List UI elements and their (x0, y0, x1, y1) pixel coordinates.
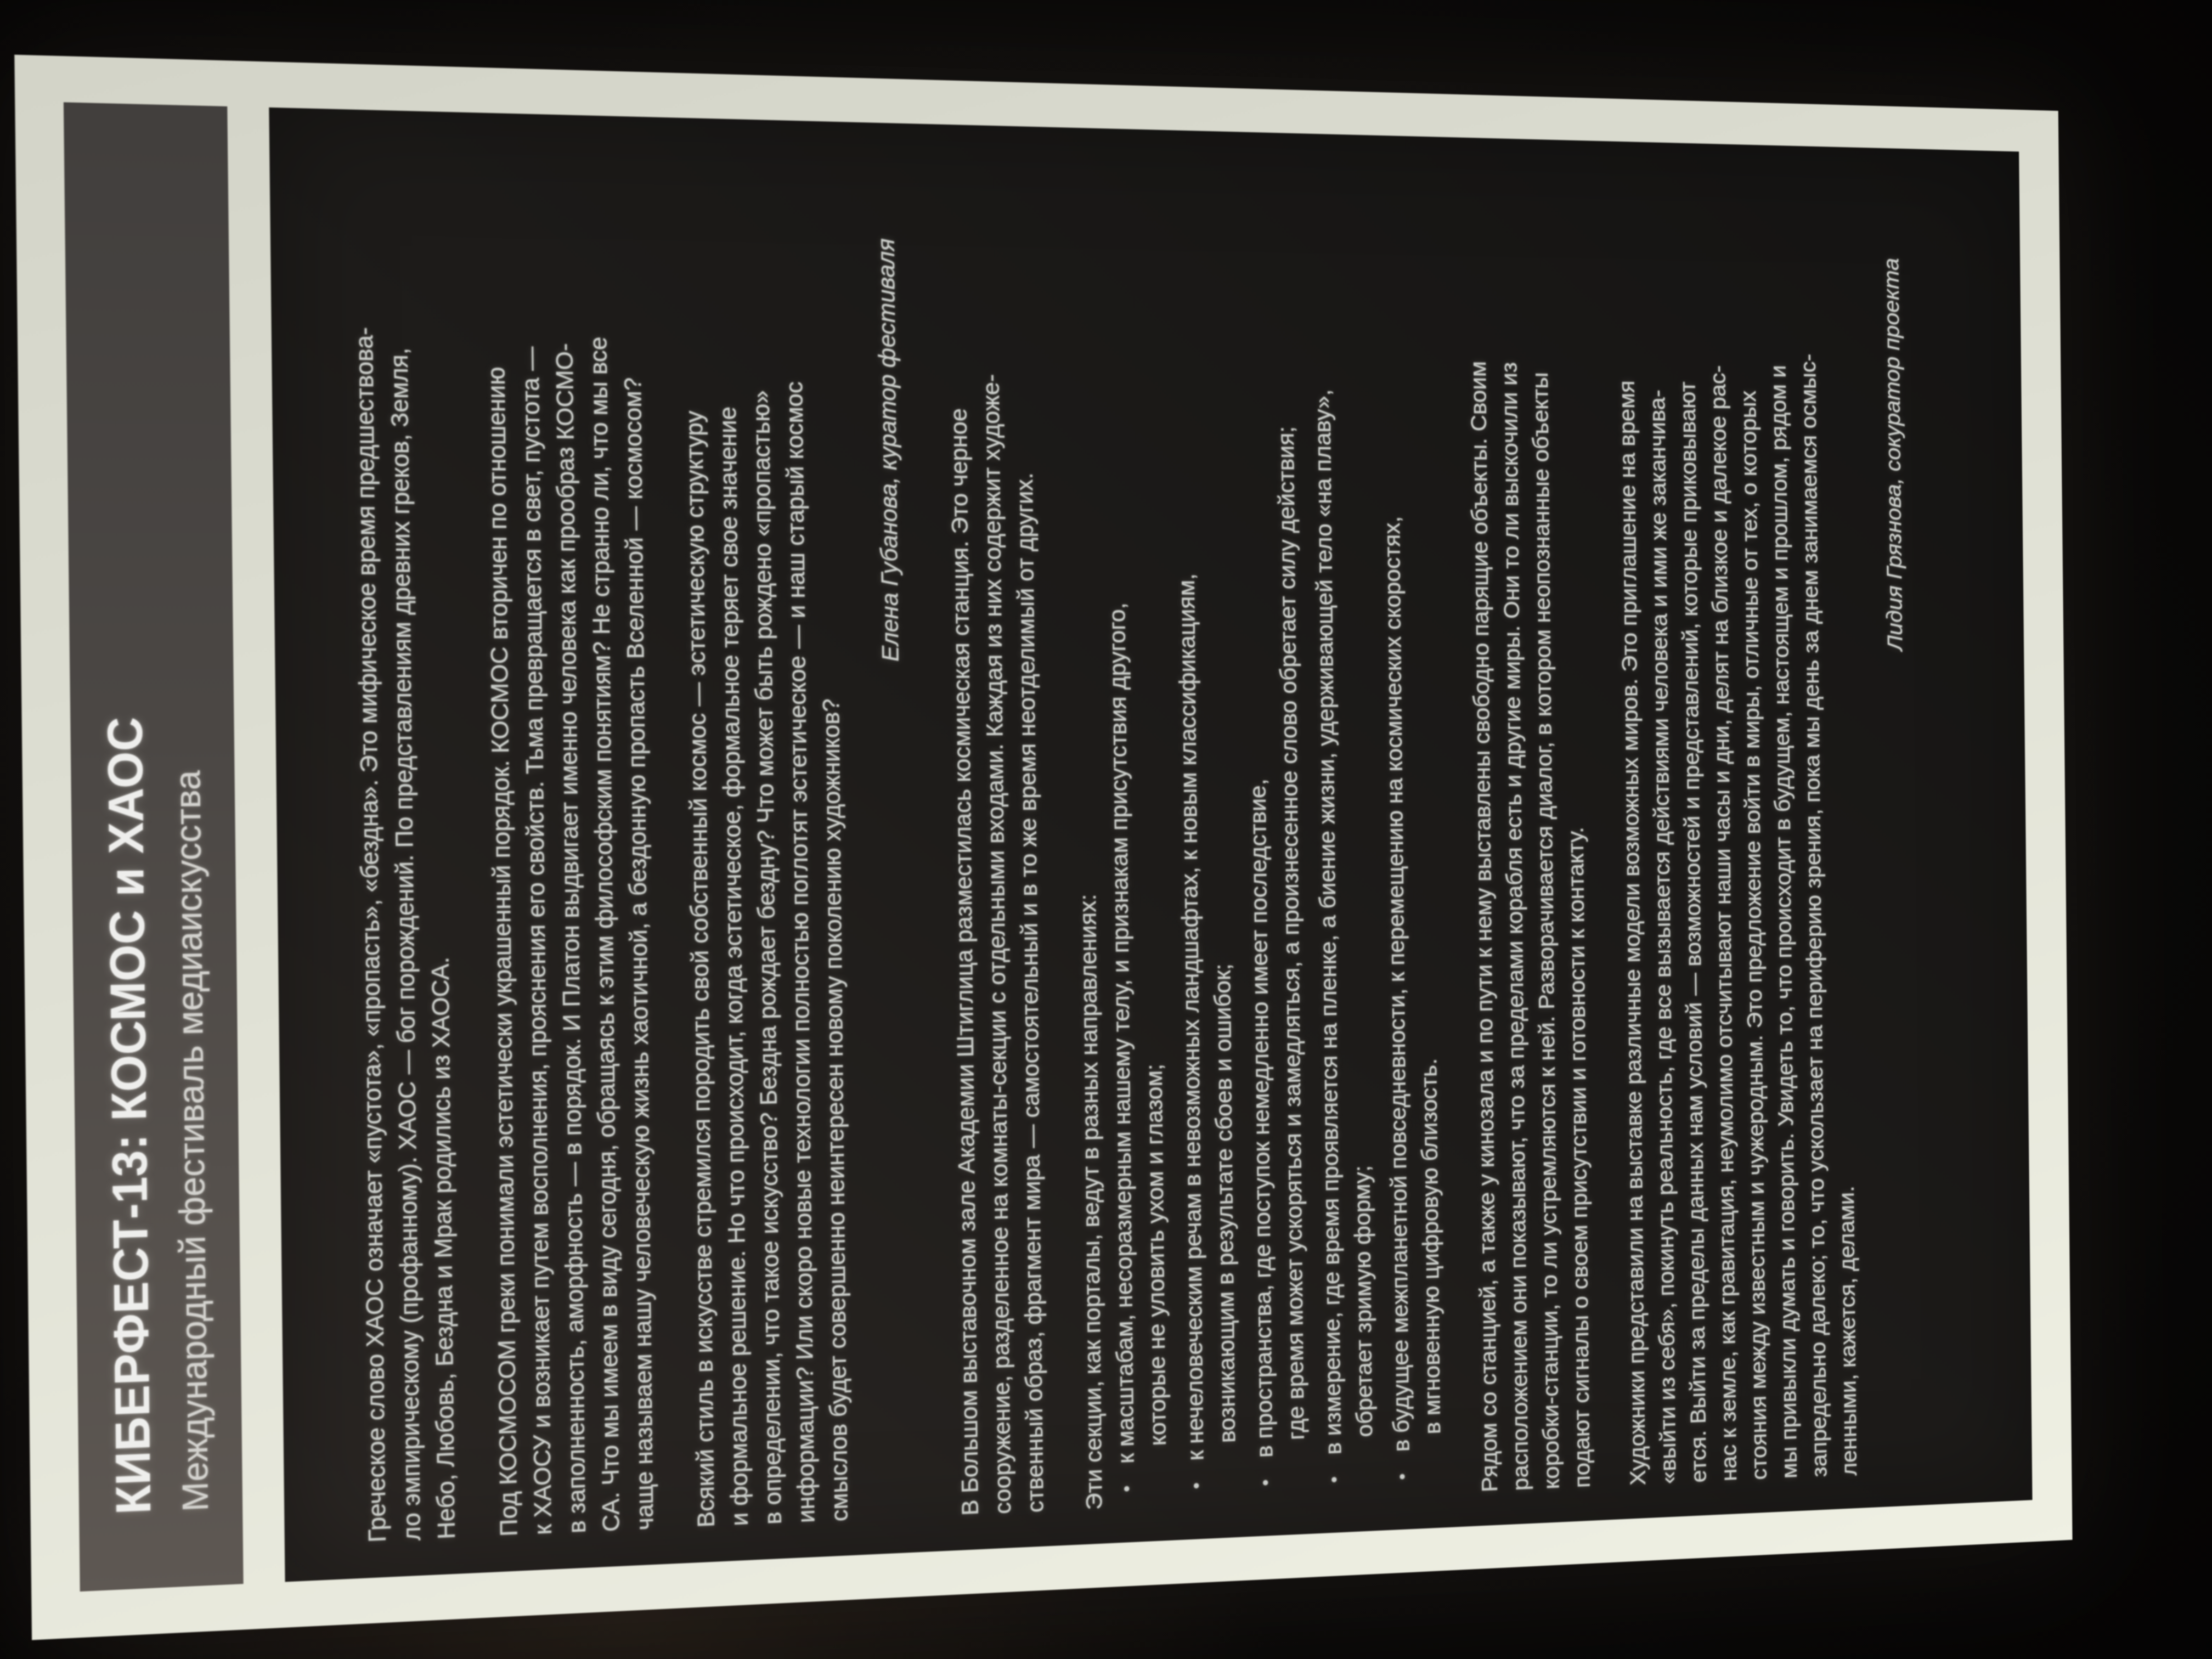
text-line: расположением они показывают, что за пределами корабля есть и другие миры. Они то ли выскочили из (1497, 362, 1534, 1492)
poster-body (269, 108, 2032, 1582)
signature (1876, 179, 1918, 1474)
text-line: подают сигналы о своем присутствии и готовности к контакту. (1563, 827, 1595, 1489)
bullet-list (1097, 161, 1449, 1509)
bullet-marker: • (1392, 1472, 1413, 1481)
text-line: •к нечеловеческим речам в невозможных ландшафтах, к новым классификациям, (1166, 163, 1212, 1506)
text-line: обретает зримую форму; (1349, 1165, 1378, 1438)
text-line: ется. Выйти за пределы данных нам условий — возможностей и представлений, которые приковывают (1675, 381, 1712, 1483)
bullet-marker: • (1186, 1482, 1207, 1489)
paragraph (1610, 173, 1865, 1486)
text-line: в мгновенную цифровую близость. (1416, 1058, 1446, 1435)
text-line: Художники представили на выставке различные модели возможных миров. Это приглашение на время (1614, 380, 1651, 1486)
bullet-item (1097, 161, 1175, 1509)
text-line: •в пространства, где поступок немедленно имеет последствие, (1236, 165, 1282, 1503)
text-line: Всякий стиль в искусстве стремился породить свой собственный космос — эстетическую структуру (680, 410, 720, 1528)
paragraph (345, 144, 464, 1543)
text-line: ло эмпирическому (профанному). ХАОС — бог порождений. По представлениям древних греков, Земля, (385, 347, 426, 1542)
text-line: коробки-станции, то ли устремляются к ней. Разворачивается диалог, в котором неопознанные объекты (1527, 372, 1565, 1490)
bullet-item (1305, 166, 1381, 1500)
text-line: где время может ускоряться и замедляться, а произнесенное слово обретает силу действия; (1273, 426, 1310, 1441)
text-line: которые не уловить ухом и глазом; (1141, 1063, 1171, 1447)
paragraph (1461, 170, 1598, 1493)
paragraph (477, 146, 663, 1537)
text-line: к ХАОСУ и возникает путем восполнения, прояснения его свойств. Тьма превращается в свет, пустота — (516, 346, 557, 1536)
poster-subtitle: Международный фестиваль медиаискусства (166, 770, 216, 1513)
poster-header (64, 102, 244, 1592)
text-line: Рядом со станцией, а также у кинозала и по пути к нему выставлены свободно парящие объекты. Своим (1465, 360, 1503, 1493)
text-line: «выйти из себя», покинуть реальность, где все вызывается действиями человека и ими же заканчива- (1645, 389, 1681, 1485)
text-line: СА. Что мы имеем в виду сегодня, обращаясь к этим философским понятиям? Не странно ли, что мы все (584, 336, 625, 1533)
text-line: Эти секции, как порталы, ведут в разных направлениях: (1075, 894, 1108, 1511)
text-line: в заполненность, аморфность — в порядок. И Платон выдвигает именно человека как прообраз КОСМО- (550, 342, 591, 1534)
text-line: нас к земле, как гравитация, неумолимо отсчитывают наши часы и дни, делят на близкое и далекое рас- (1706, 365, 1742, 1482)
text-line: •в измерение, где время проявляется на пленке, а биение жизни, удерживающей тело «на плаву», (1305, 166, 1350, 1500)
bullet-item (1236, 165, 1313, 1503)
text-line: ственный образ, фрагмент мира — самостоятельный и в то же время неотделимый от других. (1011, 472, 1049, 1514)
bullet-marker: • (1116, 1485, 1138, 1493)
text-line: информации? Или скоро новые технологии полностью поглотят эстетическое — и наш старый космос (781, 381, 820, 1524)
text-line: чаще называем нашу человеческую жизнь хаотичной, а бездонную пропасть Вселенной — космосом? (619, 377, 659, 1531)
text-line: •к масштабам, несоразмерным нашему телу, и признакам присутствия другого, (1097, 161, 1143, 1509)
bullet-item (1166, 163, 1244, 1506)
text-line: возникающим в результате сбоев и ошибок; (1209, 963, 1241, 1444)
text-line: запредельно далеко; то, что ускользает на периферию зрения, пока мы день за днем занимаемся осмыс- (1796, 353, 1832, 1478)
text-line: в определении, что такое искусство? Бездна рождает бездну? Что может быть рождено «пропастью» (747, 390, 787, 1525)
poster-title: КИБЕРФЕСТ-13: КОСМОС и ХАОС (97, 716, 161, 1516)
text-line: смыслов будет совершенно неинтересен новому поколению художников? (817, 698, 854, 1522)
text-line: Под КОСМОСОМ греки понимали эстетически украшенный порядок. КОСМОС вторичен по отношению (482, 366, 523, 1537)
signature (869, 156, 916, 1520)
text-line: Елена Губанова, куратор фестиваля (872, 238, 904, 662)
paragraph (675, 151, 856, 1528)
text-line: мы привыкли думать и говорить. Увидеть то, что происходит в будущем, настоящем и прошлом, рядом и (1766, 365, 1802, 1480)
text-line: Греческое слово ХАОС означает «пустота», «пропасть», «бездна». Это мифическое время предшествова- (350, 326, 392, 1543)
text-line: ленными, кажется, делами. (1834, 1185, 1862, 1477)
text-line: стояния между известным и чужеродным. Это предложение войти в миры, отличные от тех, о которых (1736, 390, 1772, 1481)
text-line: Лидия Грязнова, сокуратор проекта (1879, 257, 1908, 651)
paragraph (940, 157, 1052, 1516)
bullet-item (1373, 168, 1449, 1497)
text-line: сооружение, разделенное на комнаты-секции с отдельными входами. Каждая из них содержит художе- (978, 374, 1017, 1515)
poster (14, 55, 2072, 1640)
text-line: •в будущее межпланетной повседневности, к перемещению на космических скоростях, (1373, 168, 1418, 1497)
text-line: Небо, Любовь, Бездна и Мрак родились из ХАОСА. (426, 956, 461, 1540)
bullet-marker: • (1255, 1479, 1276, 1487)
text-line: В Большом выставочном зале Академии Штиглица разместилась космическая станция. Это черное (945, 408, 984, 1516)
bullet-marker: • (1324, 1476, 1345, 1483)
text-line: и формальное решение. Но что происходит, когда эстетическое, формальное теряет свое значение (714, 406, 754, 1527)
